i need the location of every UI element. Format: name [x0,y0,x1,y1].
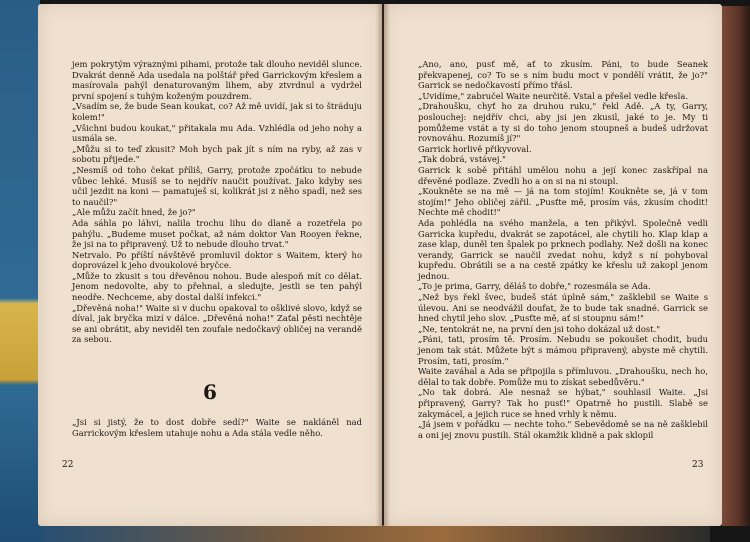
page-number: 23 [692,460,704,470]
paragraph: „Uvidíme," zabručel Waite neurčitě. Vstal a přešel vedle křesla. [418,90,688,101]
book-cover-edge [0,0,40,542]
right-page [384,4,722,526]
paragraph: „Ano, ano, pusť mě, ať to zkusím. Páni, to bude Seanek překvapenej, co? To se s ním budu moct v pondělí vrátit, že jo?" Garrick se nedočkavostí přímo třásl. [418,59,708,91]
paragraph: „Dřevěná noha!" Waite si v duchu opakoval to ošklivé slovo, když se díval, jak bryčka mizí v dálce. „Dřevěná noha!" Zaťal pěsti nechtěje se ani obrátit, aby neviděl ten zoufale nedočkavý obličej na verandě za sebou. [72,302,362,345]
paragraph: „To je prima, Garry, děláš to dobře," rozesmála se Ada. [418,281,651,292]
book-cover-bottom [40,525,710,542]
left-page [38,4,382,526]
paragraph: „Nesmíš od toho čekat příliš, Garry, protože zpočátku to nebude vůbec lehké. Musíš se to nejdřív naučit používat. Jako kdyby ses učil jezdit na koni — pamatuješ si, kolikrát jsi z něho spadl, než ses to naučil?" [72,164,362,207]
left-page-text [72,59,362,345]
paragraph: „Vsadím se, že bude Sean koukat, co? Až mě uvidí, jak si to štráduju kolem!" [72,101,362,122]
book-gutter [376,4,390,526]
paragraph: „No tak dobrá. Ale nesnaž se hýbat," souhlasil Waite. „Jsi připravený, Garry? Tak ho pusť!" Opatrně ho pustili. Slabě se zakymácel, a jejich ruce se hned vrhly k němu. [418,387,708,419]
paragraph: „Může to zkusit s tou dřevěnou nohou. Bude alespoň mít co dělat. Jenom nedovolte, aby to přehnal, a sledujte, jestli se ten pahýl neodře. Nechceme, aby dostal další infekci." [72,270,362,303]
chapter-number: 6 [203,380,217,404]
paragraph: „Já jsem v pořádku — nechte toho." Sebevědomě se na ně zašklebil a oni jej znovu pustili. Stál okamžik klidně a pak sklopil [418,419,708,440]
paragraph: jem pokrytým výraznými pihami, protože tak dlouho neviděl slunce. Dvakrát denně Ada usedala na polštář před Garrickovým křeslem a masírovala pahýl denaturovaným lihem, aby ztvrdnul a vydržel první spojení s tuhým koženým pouzdrem. [72,59,362,101]
paragraph: Ada pohlédla na svého manžela, a ten přikývl. Společně vedli Garricka kupředu, dvakrát se zapotácel, ale chytili ho. Klap klap a zase klap, duněl ten špalek po prknech podlahy. Než došli na konec verandy, Garrick se naučil zvedat nohu, když s ní pohyboval kupředu. Obrátili se a na cestě zpátky ke křeslu už zakopl jenom jednou. [418,217,708,281]
paragraph: „Ale můžu začít hned, že jo?" [72,207,196,218]
paragraph: Garrick horlivě přikyvoval. [418,143,532,154]
paragraph: „Ne, tentokrát ne, na první den jsi toho dokázal už dost." [418,323,661,334]
paragraph: Waite zaváhal a Ada se připojila s přímluvou. „Drahoušku, nech ho, dělal to tak dobře. Pomůže mu to získat sebedůvěru." [418,366,708,387]
paragraph: „Jsi si jistý, že to dost dobře sedí?" Waite se nakláněl nad Garrickovým křeslem utahuje nohu a Ada stála vedle něho. [72,417,362,438]
right-page-text [418,59,708,440]
paragraph: „Koukněte se na mě — já na tom stojím! Koukněte se, já v tom stojím!" Jeho obličej zářil. „Pusťte mě, prosím vás, zkusím chodit! Nechte mě chodit!" [418,186,708,218]
paragraph: „Páni, tati, prosím tě. Prosím. Nebudu se pokoušet chodit, budu jenom tak stát. Můžete být s mámou připravený, abyste mě chytili. Prosím, tati, prosím." [418,334,708,366]
paragraph: „Všichni budou koukat," přitakala mu Ada. Vzhlédla od jeho nohy a usmála se. [72,122,362,144]
paragraph: Ada sáhla po láhvi, nalila trochu lihu do dlaně a rozetřela po pahýlu. „Budeme muset počkat, až nám doktor Van Rooyen řekne, že jsi na to připravený. Už to nebude dlouho trvat." [72,217,362,250]
paragraph: „Tak dobrá, vstávej." [418,154,506,165]
paragraph: Netrvalo. Po příští návštěvě promluvil doktor s Waitem, který ho doprovázel k jeho dvoukolové bryčce. [72,249,362,271]
chapter-opening-text [72,417,362,438]
paragraph: „Můžu si to teď zkusit? Moh bych pak jít s ním na ryby, až zas v sobotu přijede." [72,143,362,165]
paragraph: „Drahoušku, chyť ho za druhou ruku," řekl Adě. „A ty, Garry, poslouchej: nejdřív chci, aby jsi jen zkusil, jaké to je. My ti pomůžeme vstát a ty si do toho jenom stoupneš a budeš udržovat rovnováhu. Rozumíš jí?" [418,101,708,144]
paragraph: „Než bys řekl švec, budeš stát úplně sám," zašklebil se Waite s úlevou. Ani se neodvážil doufat, že to bude tak snadné. Garrick se hned chytil jeho slov. „Pusťte mě, ať si stoupnu sám!" [418,292,708,324]
paragraph: Garrick k sobě přitáhl umělou nohu a její konec zaskřípal na dřevěné podlaze. Zvedli ho a on si na ni stoupl. [418,164,708,186]
book-cover-right-edge [722,6,750,526]
page-number: 22 [62,460,74,470]
